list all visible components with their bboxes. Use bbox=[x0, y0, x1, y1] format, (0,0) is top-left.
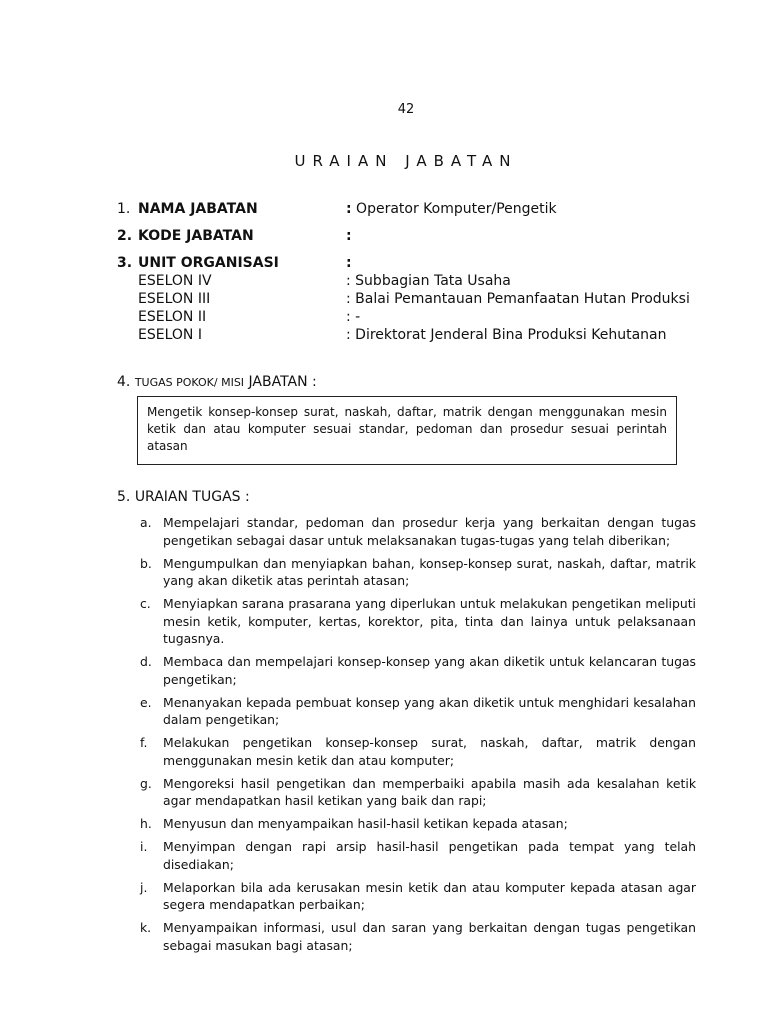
field-colon: : bbox=[346, 228, 352, 244]
list-item bbox=[140, 838, 696, 873]
list-item-text: Mengumpulkan dan menyiapkan bahan, konsep-konsep surat, naskah, daftar, matrik yang akan diketik atas perintah atasan; bbox=[163, 555, 696, 588]
list-letter: d. bbox=[140, 654, 152, 669]
eselon-value: : Subbagian Tata Usaha bbox=[346, 273, 511, 289]
list-item-text: Membaca dan mempelajari konsep-konsep yang akan diketik untuk kelancaran tugas pengetikan; bbox=[163, 654, 696, 687]
section-number: 4. bbox=[117, 374, 131, 390]
nama-jabatan-value: Operator Komputer/Pengetik bbox=[351, 201, 557, 217]
list-letter: e. bbox=[140, 694, 152, 710]
list-item-text: Menanyakan kepada pembuat konsep yang akan diketik untuk menghidari kesalahan dalam pengetikan; bbox=[163, 694, 696, 727]
nama-jabatan-value-wrap bbox=[346, 200, 557, 218]
eselon-row bbox=[117, 290, 717, 308]
duty-list bbox=[140, 514, 696, 960]
eselon-label: ESELON III bbox=[138, 291, 211, 307]
jabatan-label: JABATAN : bbox=[244, 374, 317, 390]
kode-jabatan-row bbox=[117, 227, 717, 245]
list-item bbox=[140, 653, 696, 688]
nama-jabatan-label: NAMA JABATAN bbox=[138, 201, 258, 217]
list-letter: i. bbox=[140, 839, 148, 854]
page-number: 42 bbox=[397, 102, 415, 117]
list-letter: j. bbox=[140, 879, 148, 895]
eselon-row bbox=[117, 326, 717, 344]
list-item-text: Menyiapkan sarana prasarana yang diperlukan untuk melakukan pengetikan meliputi mesin ketik, komputer, kertas, korektor, pita, tinta dan lainya untuk pelaksanaan tugasnya. bbox=[163, 596, 696, 646]
document-title: URAIAN JABATAN bbox=[294, 152, 518, 170]
list-item bbox=[140, 775, 696, 810]
tugas-pokok-box: Mengetik konsep-konsep surat, naskah, daftar, matrik dengan menggunakan mesin ketik dan atau komputer sesuai standar, pedoman dan prosedur sesuai perintah atasan bbox=[137, 396, 677, 465]
field-number: 3. bbox=[117, 255, 133, 271]
eselon-value: : Direktorat Jenderal Bina Produksi Kehutanan bbox=[346, 327, 667, 343]
list-letter: b. bbox=[140, 555, 152, 571]
eselon-row bbox=[117, 272, 717, 290]
list-item bbox=[140, 514, 696, 549]
eselon-label: ESELON II bbox=[138, 309, 207, 325]
tugas-pokok-label: TUGAS POKOK/ MISI bbox=[134, 376, 245, 389]
tugas-pokok-heading bbox=[117, 374, 317, 390]
uraian-tugas-heading bbox=[117, 489, 250, 505]
list-item bbox=[140, 734, 696, 769]
section-number: 5. bbox=[117, 489, 131, 505]
field-number: 2. bbox=[117, 228, 133, 244]
kode-jabatan-label: KODE JABATAN bbox=[138, 228, 254, 244]
list-letter: h. bbox=[140, 816, 152, 831]
field-colon: : bbox=[346, 255, 352, 271]
list-letter: g. bbox=[140, 775, 152, 791]
list-item bbox=[140, 815, 696, 833]
list-item bbox=[140, 919, 696, 954]
list-item-text: Melakukan pengetikan konsep-konsep surat, naskah, daftar, matrik dengan menggunakan mesin ketik dan atau komputer; bbox=[163, 735, 696, 768]
list-letter: k. bbox=[140, 920, 152, 935]
list-item-text: Mengoreksi hasil pengetikan dan memperbaiki apabila masih ada kesalahan ketik agar mendapatkan hasil ketikan yang baik dan rapi; bbox=[163, 775, 696, 808]
list-item-text: Melaporkan bila ada kerusakan mesin ketik dan atau komputer kepada atasan agar segera mendapatkan perbaikan; bbox=[163, 879, 696, 912]
list-item bbox=[140, 694, 696, 729]
unit-organisasi-row bbox=[117, 254, 717, 272]
list-item-text: Mempelajari standar, pedoman dan prosedur kerja yang berkaitan dengan tugas pengetikan sebagai dasar untuk melaksanakan tugas-tugas yang telah diberikan; bbox=[163, 515, 696, 548]
eselon-label: ESELON IV bbox=[138, 273, 212, 289]
list-letter: c. bbox=[140, 596, 151, 611]
unit-organisasi-label: UNIT ORGANISASI bbox=[138, 255, 279, 271]
list-item bbox=[140, 595, 696, 648]
field-number: 1. bbox=[117, 201, 131, 217]
eselon-row bbox=[117, 308, 717, 326]
uraian-tugas-label: URAIAN TUGAS : bbox=[134, 489, 250, 505]
list-item-text: Menyimpan dengan rapi arsip hasil-hasil pengetikan pada tempat yang telah disediakan; bbox=[163, 839, 696, 872]
list-item-text: Menyampaikan informasi, usul dan saran yang berkaitan dengan tugas pengetikan sebagai masukan bagi atasan; bbox=[163, 920, 696, 953]
list-item-text: Menyusun dan menyampaikan hasil-hasil ketikan kepada atasan; bbox=[163, 816, 568, 831]
list-item bbox=[140, 555, 696, 590]
eselon-value: : Balai Pemantauan Pemanfaatan Hutan Produksi bbox=[346, 291, 690, 307]
field-colon: : bbox=[346, 201, 352, 217]
list-letter: a. bbox=[140, 515, 152, 530]
eselon-label: ESELON I bbox=[138, 327, 202, 343]
list-letter: f. bbox=[140, 735, 148, 750]
nama-jabatan-row bbox=[117, 200, 717, 218]
job-identity-section bbox=[117, 200, 717, 344]
list-item bbox=[140, 879, 696, 914]
eselon-value: : - bbox=[346, 309, 361, 325]
